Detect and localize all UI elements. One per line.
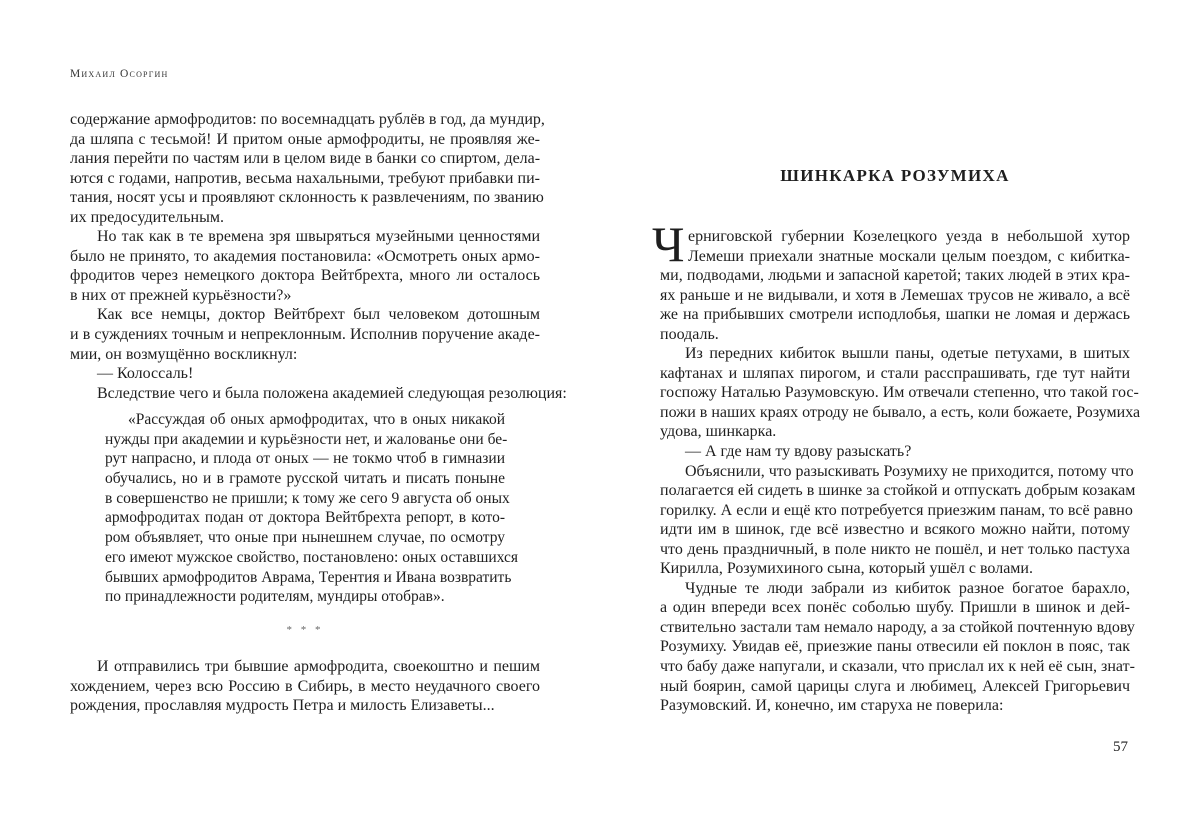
text-line: да шляпа с тесьмой! И притом оные армофродиты, не проявляя же-	[70, 130, 540, 148]
text-line: в них от прежней курьёзности?»	[70, 286, 292, 304]
text-line: хождением, через всю Россию в Сибирь, в место неудачного своего	[70, 677, 540, 695]
text-line: в совершенство не пришли; к тому же сего 9 августа об оных	[105, 489, 510, 507]
paragraph	[70, 657, 540, 716]
text-line: пожи в наших краях отроду не бывало, а есть, коли божаете, Розумиха	[660, 403, 1141, 421]
text-line: Чудные те люди забрали из кибиток разное богатое барахло,	[685, 579, 1130, 597]
text-line: мии, он возмущённо воскликнул:	[70, 345, 298, 363]
left-body-text	[70, 110, 567, 403]
paragraph	[70, 227, 540, 305]
text-line: Лемеши приехали знатные москали целым поездом, с кибитка-	[688, 247, 1130, 265]
text-line: лания перейти по частям или в целом виде в банки со спиртом, дела-	[70, 150, 541, 168]
drop-cap: Ч	[652, 216, 685, 272]
running-head-author: Михаил Осоргин	[70, 68, 169, 80]
paragraph	[105, 410, 519, 607]
paragraph	[660, 462, 1136, 579]
text-line: и в суждениях точным и непреклонным. Исполнив поручение акаде-	[70, 326, 540, 344]
text-line: бывших армофродитов Аврама, Терентия и Ивана возвратить	[105, 568, 512, 586]
text-line: Объяснили, что разыскивать Розумиху не приходится, потому что	[685, 462, 1134, 480]
paragraph	[660, 442, 1130, 462]
text-line: его имеют мужское свойство, постановлено: оных оставшихся	[105, 548, 519, 566]
text-line: — Колоссаль!	[97, 365, 194, 383]
text-line: Но так как в те времена зря швыряться музейными ценностями	[97, 228, 540, 246]
paragraph	[660, 344, 1141, 442]
right-page	[600, 0, 1200, 822]
text-line: что бабу даже напугали, и сказали, что прислал их к ней её сын, знат-	[660, 658, 1135, 676]
paragraph	[660, 227, 1130, 344]
text-line: ный боярин, самой царицы слуга и любимец, Алексей Григорьевич	[660, 677, 1130, 695]
text-line: а один впереди всех понёс соболью шубу. Пришли в шинок и дей-	[660, 599, 1130, 617]
left-final-paragraph	[70, 657, 540, 716]
paragraph	[660, 579, 1135, 716]
paragraph	[70, 384, 567, 404]
text-line: поодаль.	[660, 325, 719, 343]
text-line: кафтанах и шляпах пирогом, и стали расспрашивать, где тут найти	[660, 364, 1130, 382]
text-line: удова, шинкарка.	[660, 423, 777, 441]
paragraph	[70, 305, 540, 364]
text-line: же на прибывших смотрели исподлобья, шапки не ломая и держась	[660, 306, 1130, 324]
text-line: что день праздничный, в поле никто не пошёл, и нет только пастуха	[660, 540, 1130, 558]
text-line: содержание армофродитов: по восемнадцать рублёв в год, да мундир,	[70, 111, 545, 128]
text-line: нужды при академии и курьёзности нет, и жалованье они бе-	[105, 430, 508, 448]
text-line: было не принято, то академия постановила: «Осмотреть оных армо-	[70, 247, 540, 265]
text-line: Розумиху. Увидав её, приезжие паны отвесили ей поклон в пояс, так	[660, 638, 1130, 656]
right-body-text	[660, 227, 1141, 716]
chapter-title: ШИНКАРКА РОЗУМИХА	[780, 166, 1010, 185]
text-line: идти им в шинок, где всё известно и всякого можно найти, потому	[660, 521, 1130, 539]
text-line: тания, носят усы и проявляют склонность к развлечениям, по званию	[70, 189, 544, 207]
text-line: по принадлежности родителям, мундиры отобрав».	[105, 588, 445, 606]
text-line: обучались, но и в грамоте русской читать и писать поныне	[105, 470, 505, 488]
page-number: 57	[1113, 739, 1128, 755]
text-line: полагается ей сидеть в шинке за стойкой и отпускать добрым козакам	[660, 482, 1136, 500]
text-line: госпожу Наталью Разумовскую. Им отвечали степенно, что такой гос-	[660, 384, 1139, 402]
section-separator: * * *	[286, 624, 324, 636]
paragraph	[70, 364, 540, 384]
text-line: Как все немцы, доктор Вейтбрехт был человеком дотошным	[97, 306, 540, 324]
text-line: ерниговской губернии Козелецкого уезда в небольшой хутор	[688, 228, 1130, 245]
text-line: ми, подводами, людьми и запасной каретой; таких людей в этих кра-	[660, 267, 1130, 285]
text-line: ях раньше и не видывали, и хотя в Лемешах трусов не живало, а всё	[660, 286, 1130, 304]
text-line: — А где нам ту вдову разыскать?	[685, 443, 912, 461]
text-line: «Рассуждая об оных армофродитах, что в оных никакой	[128, 411, 505, 428]
text-line: фродитов через немецкого доктора Вейтбрехта, много ли осталось	[70, 267, 540, 285]
text-line: рождения, прославляя мудрость Петра и милость Елизаветы...	[70, 697, 495, 715]
text-line: Вследствие чего и была положена академией следующая резолюция:	[97, 384, 567, 402]
text-line: ствительно застали там немало народу, а за стойкой почтенную вдову	[660, 618, 1135, 636]
text-line: Разумовский. И, конечно, им старуха не поверила:	[660, 697, 1004, 715]
text-line: ются с годами, напротив, весьма нахальными, требуют прибавки пи-	[70, 169, 540, 187]
text-line: Кирилла, Розумихиного сына, который ушёл с волами.	[660, 560, 1033, 578]
text-line: ром объявляет, что оные при нынешнем случае, по осмотру	[105, 529, 505, 547]
text-line: Из передних кибиток вышли паны, одетые петухами, в шитых	[685, 345, 1130, 363]
text-line: И отправились три бывшие армофродита, своекоштно и пешим	[97, 658, 540, 675]
resolution-quote	[105, 410, 519, 607]
text-line: горилку. А если и ещё кто потребуется приезжим панам, то всё равно	[660, 501, 1133, 519]
text-line: армофродитах подан от доктора Вейтбрехта репорт, в кото-	[105, 509, 505, 527]
text-line: рут напрасно, и плода от оных — не токмо чтоб в гимназии	[105, 450, 505, 468]
paragraph	[70, 110, 545, 227]
text-line: их предосудительным.	[70, 208, 224, 226]
